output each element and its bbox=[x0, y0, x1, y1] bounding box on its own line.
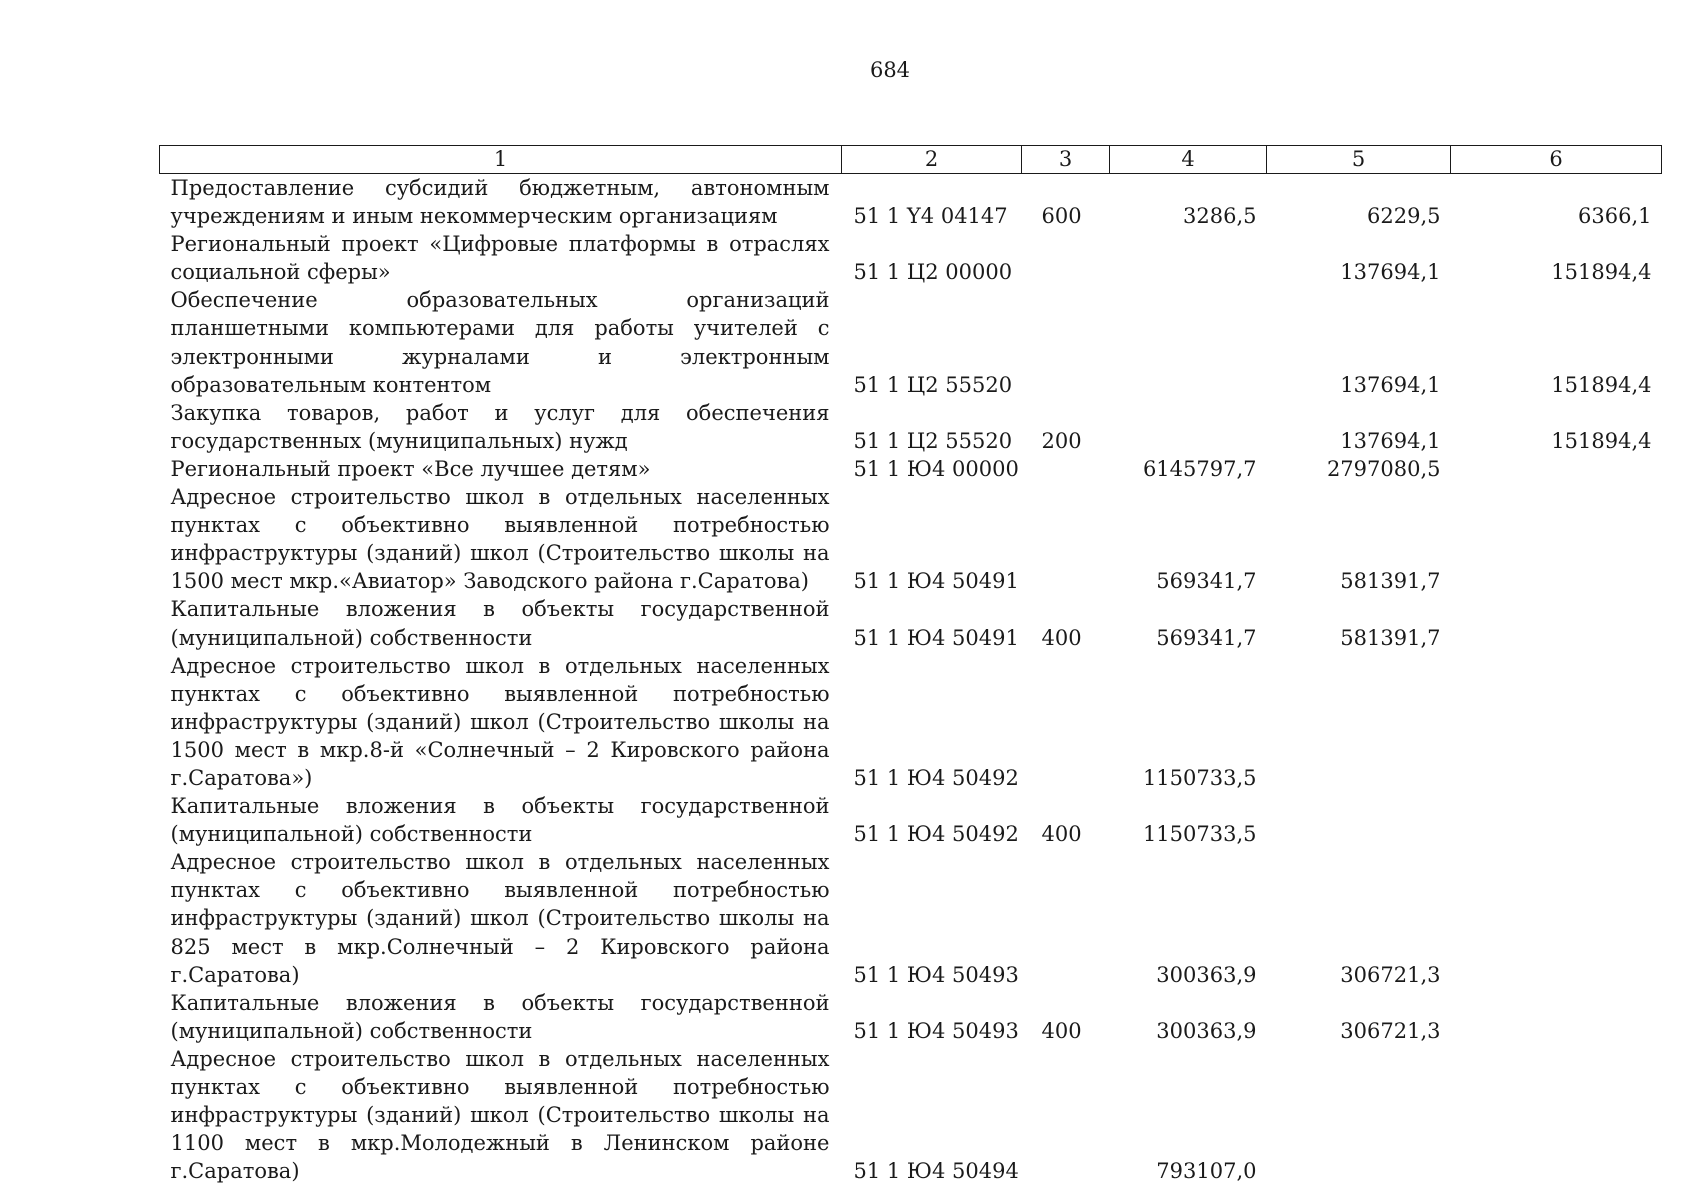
table-row bbox=[160, 792, 1662, 848]
header-col-1: 1 bbox=[160, 146, 842, 174]
row-description: Региональный проект «Все лучшее детям» bbox=[170, 456, 651, 481]
row-type-code bbox=[1022, 230, 1110, 286]
page-number: 684 bbox=[869, 58, 911, 82]
row-code: 51 1 Ю4 50494 bbox=[853, 1159, 1019, 1184]
row-code: 51 1 Ю4 50492 bbox=[853, 765, 1019, 790]
row-type-code bbox=[1022, 1045, 1110, 1185]
row-code: 51 1 Ц2 55520 bbox=[853, 372, 1013, 397]
table-row bbox=[160, 455, 1662, 483]
row-type-code: 400 bbox=[1041, 1018, 1082, 1043]
row-type-code: 200 bbox=[1041, 428, 1082, 453]
table-row bbox=[160, 848, 1662, 988]
row-amount-col4: 793107,0 bbox=[1156, 1159, 1257, 1184]
table-row bbox=[160, 399, 1662, 455]
row-description: Адресное строительство школ в отдельных населенных пунктах с объективно выявленной потребностью инфраструктуры (зданий) школ (Строительство школы на 1500 мест мкр.«Авиатор» Заводского района г.Саратова) bbox=[170, 485, 830, 594]
row-amount-col4: 1150733,5 bbox=[1142, 765, 1257, 790]
row-amount-col6 bbox=[1451, 792, 1662, 848]
row-amount-col5: 581391,7 bbox=[1340, 569, 1441, 594]
row-amount-col4 bbox=[1110, 399, 1267, 455]
row-amount-col6: 151894,4 bbox=[1551, 428, 1652, 453]
header-col-6: 6 bbox=[1451, 146, 1662, 174]
row-amount-col5: 137694,1 bbox=[1340, 260, 1441, 285]
table-row bbox=[160, 1045, 1662, 1185]
row-amount-col5: 137694,1 bbox=[1340, 372, 1441, 397]
table-row bbox=[160, 286, 1662, 398]
header-col-3: 3 bbox=[1022, 146, 1110, 174]
row-amount-col5: 6229,5 bbox=[1367, 204, 1441, 229]
header-col-5: 5 bbox=[1267, 146, 1451, 174]
row-amount-col6: 151894,4 bbox=[1551, 372, 1652, 397]
row-amount-col4: 6145797,7 bbox=[1142, 456, 1257, 481]
budget-table bbox=[159, 145, 1662, 1185]
row-amount-col4: 3286,5 bbox=[1183, 204, 1257, 229]
row-code: 51 1 Ц2 00000 bbox=[853, 260, 1013, 285]
row-code: 51 1 Ю4 00000 bbox=[853, 456, 1019, 481]
row-amount-col4: 1150733,5 bbox=[1142, 822, 1257, 847]
row-type-code bbox=[1022, 286, 1110, 398]
row-amount-col5: 2797080,5 bbox=[1326, 456, 1441, 481]
row-amount-col6 bbox=[1451, 1045, 1662, 1185]
row-amount-col6 bbox=[1451, 989, 1662, 1045]
row-type-code bbox=[1022, 848, 1110, 988]
row-amount-col6 bbox=[1451, 483, 1662, 595]
row-code: 51 1 Ю4 50493 bbox=[853, 1018, 1019, 1043]
row-amount-col6 bbox=[1451, 595, 1662, 651]
row-type-code bbox=[1022, 652, 1110, 792]
row-amount-col4: 569341,7 bbox=[1156, 625, 1257, 650]
table-body bbox=[160, 174, 1662, 1186]
row-amount-col4 bbox=[1110, 286, 1267, 398]
row-code: 51 1 Y4 04147 bbox=[853, 204, 1008, 229]
table-row bbox=[160, 174, 1662, 231]
row-type-code bbox=[1022, 455, 1110, 483]
row-amount-col5: 306721,3 bbox=[1340, 1018, 1441, 1043]
row-description: Адресное строительство школ в отдельных населенных пунктах с объективно выявленной потребностью инфраструктуры (зданий) школ (Строительство школы на 1500 мест в мкр.8-й «Солнечный – 2 Кировского района г.Саратова») bbox=[170, 653, 830, 790]
row-amount-col5 bbox=[1267, 792, 1451, 848]
header-col-2: 2 bbox=[842, 146, 1022, 174]
row-amount-col4: 300363,9 bbox=[1156, 1018, 1257, 1043]
row-code: 51 1 Ю4 50493 bbox=[853, 962, 1019, 987]
row-code: 51 1 Ю4 50491 bbox=[853, 569, 1019, 594]
table-row bbox=[160, 652, 1662, 792]
row-code: 51 1 Ю4 50491 bbox=[853, 625, 1019, 650]
row-description: Предоставление субсидий бюджетным, автономным учреждениям и иным некоммерческим организациям bbox=[170, 176, 830, 229]
table-header-row bbox=[160, 146, 1662, 174]
row-amount-col5: 306721,3 bbox=[1340, 962, 1441, 987]
row-type-code bbox=[1022, 483, 1110, 595]
row-description: Капитальные вложения в объекты государственной (муниципальной) собственности bbox=[170, 597, 830, 650]
row-amount-col4 bbox=[1110, 230, 1267, 286]
row-description: Закупка товаров, работ и услуг для обеспечения государственных (муниципальных) нужд bbox=[170, 400, 830, 453]
row-description: Адресное строительство школ в отдельных населенных пунктах с объективно выявленной потребностью инфраструктуры (зданий) школ (Строительство школы на 825 мест в мкр.Солнечный – 2 Кировского района г.Саратова) bbox=[170, 850, 830, 987]
row-amount-col6: 151894,4 bbox=[1551, 260, 1652, 285]
table-row bbox=[160, 595, 1662, 651]
header-col-4: 4 bbox=[1110, 146, 1267, 174]
row-amount-col4: 569341,7 bbox=[1156, 569, 1257, 594]
row-amount-col5: 137694,1 bbox=[1340, 428, 1441, 453]
row-description: Капитальные вложения в объекты государственной (муниципальной) собственности bbox=[170, 794, 830, 847]
row-type-code: 400 bbox=[1041, 822, 1082, 847]
row-code: 51 1 Ц2 55520 bbox=[853, 428, 1013, 453]
row-amount-col6 bbox=[1451, 652, 1662, 792]
table-row bbox=[160, 483, 1662, 595]
row-amount-col6: 6366,1 bbox=[1578, 204, 1652, 229]
table-row bbox=[160, 230, 1662, 286]
row-amount-col5: 581391,7 bbox=[1340, 625, 1441, 650]
row-code: 51 1 Ю4 50492 bbox=[853, 822, 1019, 847]
row-type-code: 400 bbox=[1041, 625, 1082, 650]
row-description: Капитальные вложения в объекты государственной (муниципальной) собственности bbox=[170, 990, 830, 1043]
row-type-code: 600 bbox=[1041, 204, 1082, 229]
row-description: Адресное строительство школ в отдельных населенных пунктах с объективно выявленной потребностью инфраструктуры (зданий) школ (Строительство школы на 1100 мест в мкр.Молодежный в Ленинском районе г.Саратова) bbox=[170, 1046, 830, 1184]
row-description: Обеспечение образовательных организаций планшетными компьютерами для работы учителей с электронными журналами и электронным образовательным контентом bbox=[170, 288, 830, 397]
row-amount-col6 bbox=[1451, 848, 1662, 988]
row-amount-col5 bbox=[1267, 652, 1451, 792]
row-description: Региональный проект «Цифровые платформы в отраслях социальной сферы» bbox=[170, 232, 830, 285]
row-amount-col4: 300363,9 bbox=[1156, 962, 1257, 987]
table-row bbox=[160, 989, 1662, 1045]
row-amount-col6 bbox=[1451, 455, 1662, 483]
row-amount-col5 bbox=[1267, 1045, 1451, 1185]
